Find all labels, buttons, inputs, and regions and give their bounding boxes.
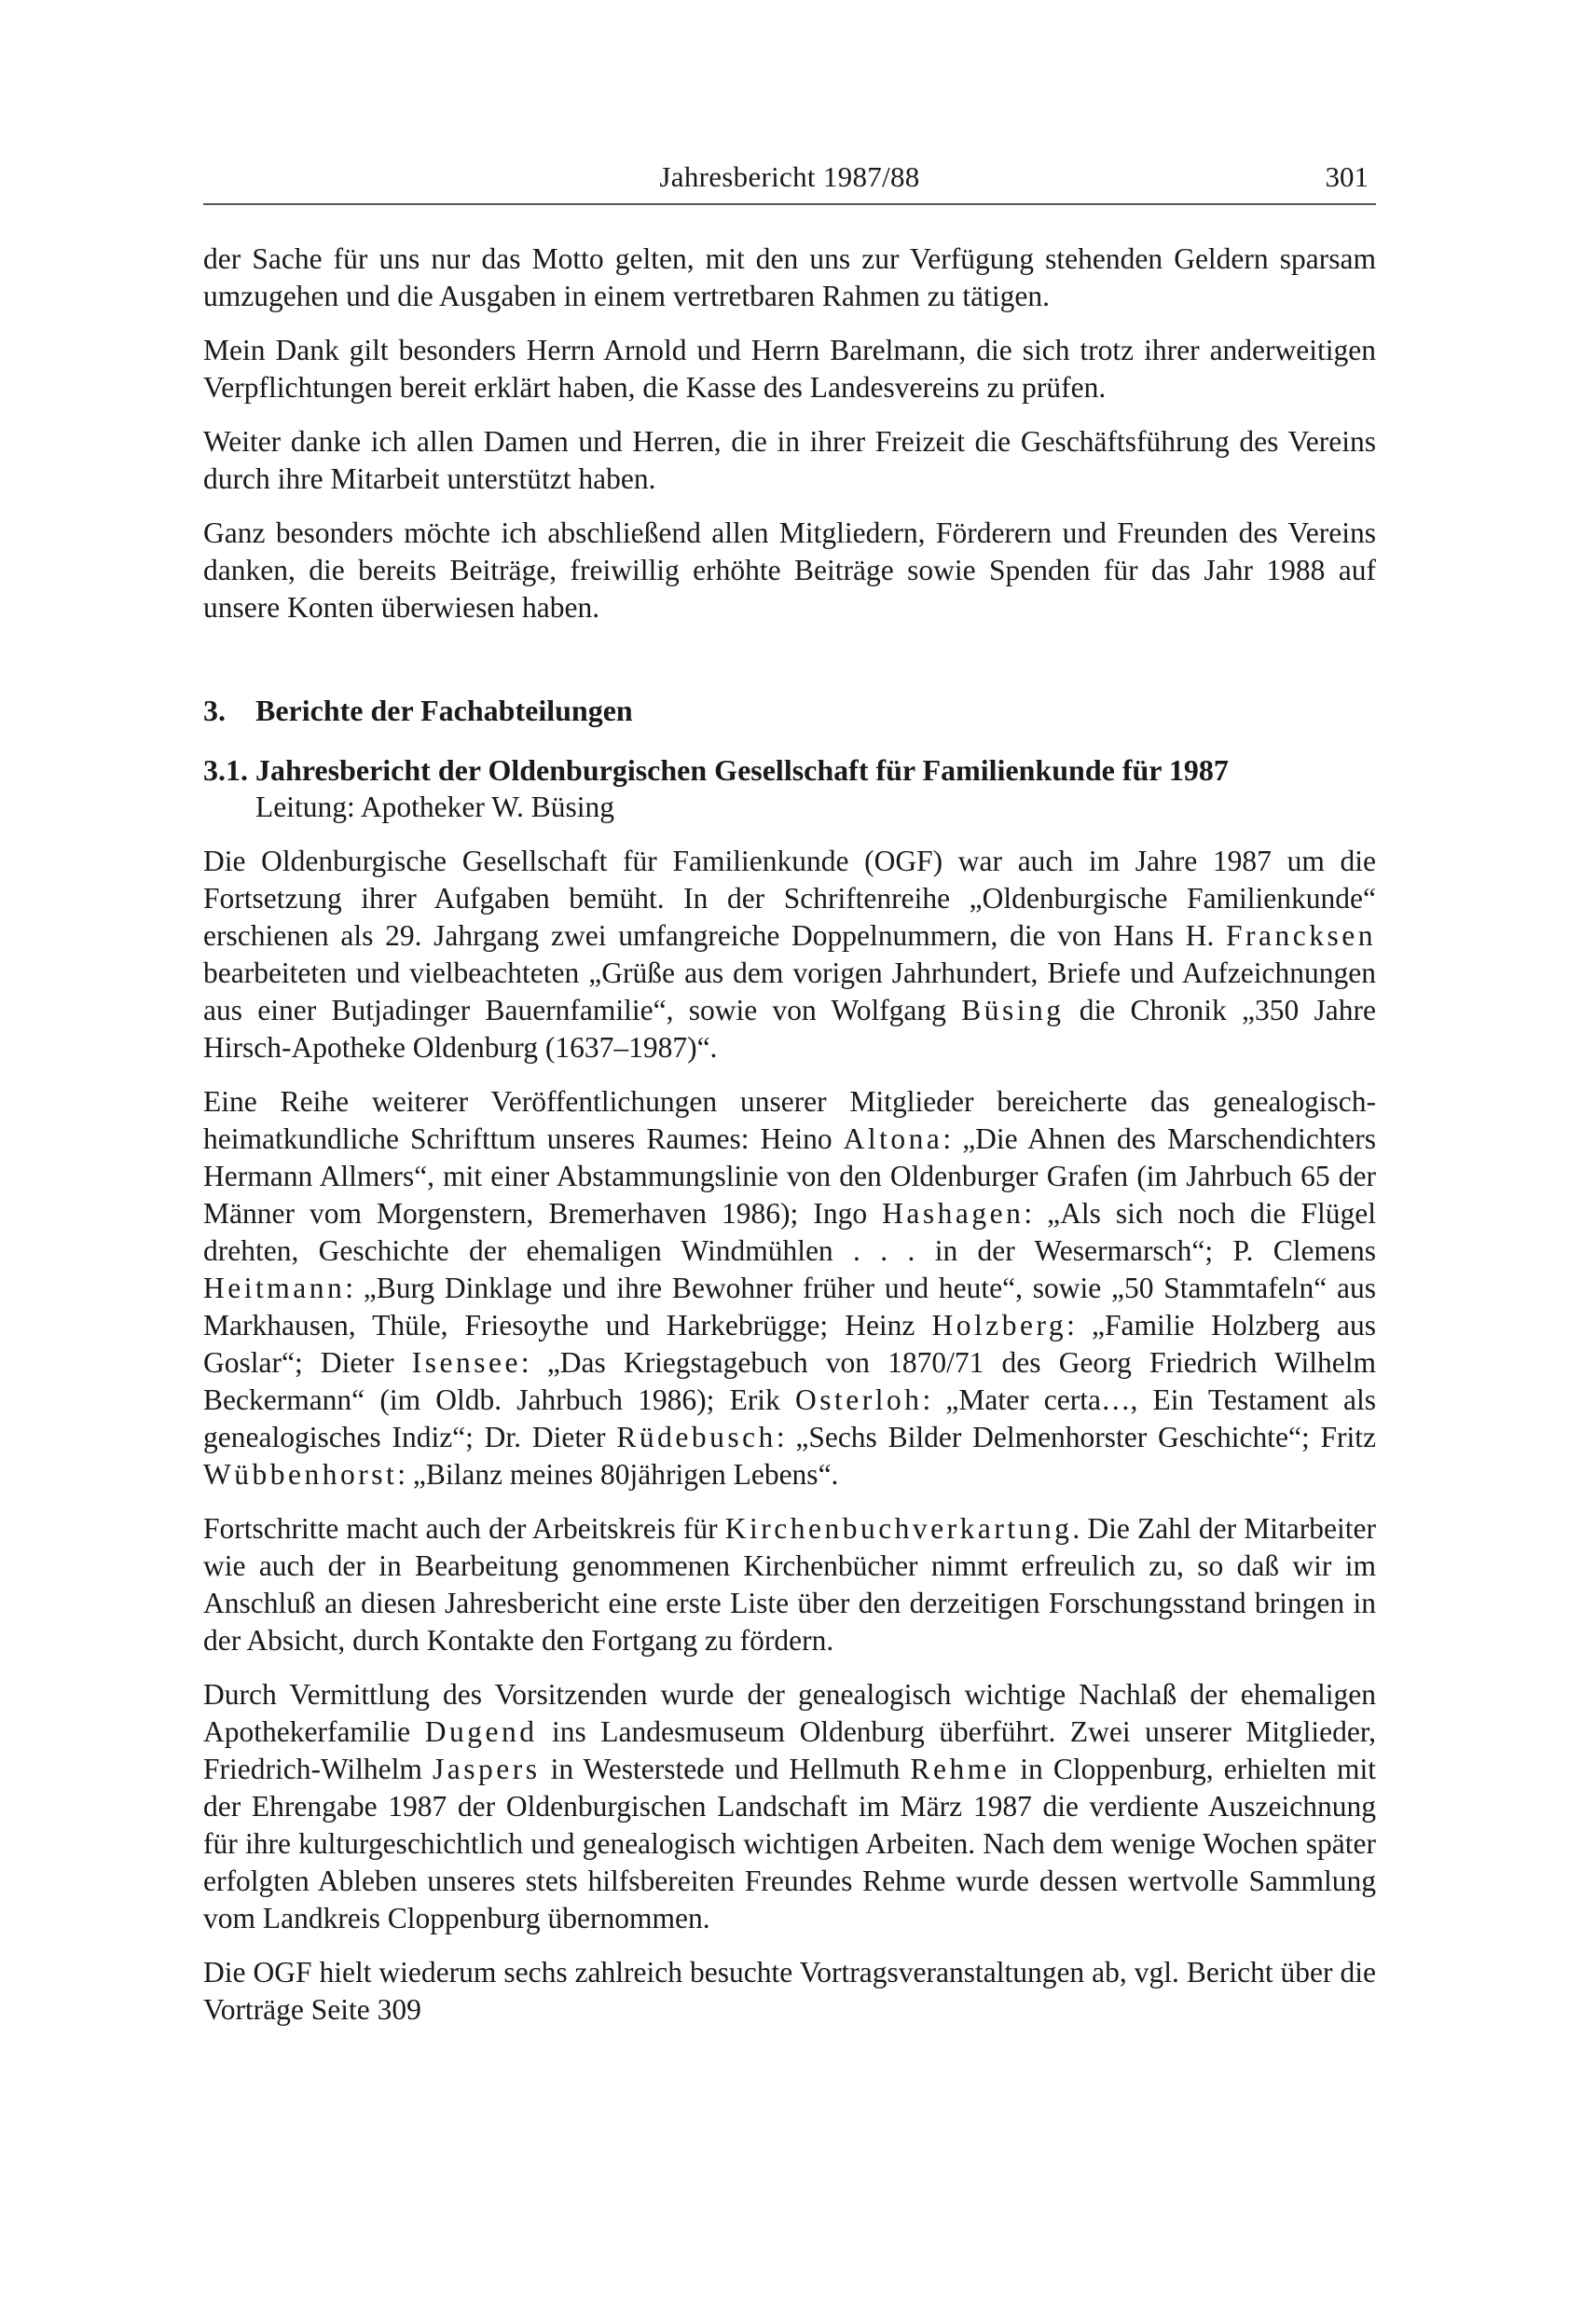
text-run: : „Bilanz meines 80jährigen Lebens“. [397,1458,839,1491]
person-name: Rüdebusch [616,1421,777,1453]
running-title: Jahresbericht 1987/88 [659,160,920,193]
person-name: Altona [843,1122,943,1155]
person-name: Jaspers [433,1753,541,1785]
person-name: Francksen [1226,919,1376,952]
text-run: : „Mater certa…, Ein Testament als genealogisches Indiz“; Dr. Dieter [203,1383,1376,1453]
section-heading-3 [203,692,1376,729]
text-run: : „Das Kriegstagebuch von 1870/71 des Georg Friedrich Wilhelm Beckermann“ (im Oldb. Jahrbuch 1986); Erik [203,1346,1376,1416]
person-name: Dugend [424,1715,538,1748]
paragraph-5 [203,843,1376,1067]
text-run: : „Burg Dinklage und ihre Bewohner früher und heute“, sowie „50 Stammtafeln“ aus Markhausen, Thüle, Friesoythe und Harkebrügge; Heinz [203,1272,1376,1342]
text-run: : „Sechs Bilder Delmenhorster Geschichte“; Fritz [776,1421,1376,1453]
running-header [203,157,1376,205]
text-run: Eine Reihe weiterer Veröffentlichungen unserer Mitglieder bereicherte das genealogisch-heimatkundliche Schrifttum unseres Raumes: Heino [203,1085,1376,1155]
paragraph-2: Mein Dank gilt besonders Herrn Arnold und Herrn Barelmann, die sich trotz ihrer anderweitigen Verpflichtungen bereit erklärt haben, die Kasse des Landesvereins zu prüfen. [203,334,1376,404]
person-name: Holzberg [931,1309,1067,1342]
person-name: Büsing [961,994,1065,1026]
person-name: Isensee [411,1346,521,1379]
person-name: Heitmann [203,1272,346,1304]
text-run: . Die Zahl der Mitarbeiter wie auch der in Bearbeitung genommenen Kirchenbücher nimmt erfreulich zu, so daß wir im Anschluß an diesen Jahresbericht eine erste Liste über den derzeitigen Forschungsstand bringen in der Absicht, durch Kontakte den Fortgang zu fördern. [203,1512,1376,1657]
text-run: ins Landesmuseum Oldenburg überführt. Zwei unserer Mitglieder, Friedrich-Wilhelm [203,1715,1376,1785]
body-text [203,241,1376,2045]
text-run: : „Familie Holzberg aus Goslar“; Dieter [203,1309,1376,1379]
leitung-line: Leitung: Apotheker W. Büsing [255,791,614,823]
text-run: : „Die Ahnen des Marschendichters Hermann Allmers“, mit einer Abstammungslinie von den Oldenburger Grafen (im Jahrbuch 65 der Männer vom Morgenstern, Bremerhaven 1986); Ingo [203,1122,1376,1230]
paragraph-4: Ganz besonders möchte ich abschließend allen Mitgliedern, Förderern und Freunden des Vereins danken, die bereits Beiträge, freiwillig erhöhte Beiträge sowie Spenden für das Jahr 1988 auf unsere Konten überwiesen haben. [203,516,1376,624]
section-heading-3-1 [203,751,1376,789]
subsection-title: Jahresbericht der Oldenburgischen Gesellschaft für Familienkunde für 1987 [255,753,1229,787]
person-name: Rehme [910,1753,1011,1785]
text-run: Die Oldenburgische Gesellschaft für Familienkunde (OGF) war auch im Jahre 1987 um die Fortsetzung ihrer Aufgaben bemüht. In der Schriftenreihe „Oldenburgische Familienkunde“ erschienen als 29. Jahrgang zwei umfangreiche Doppelnummern, die von Hans H. [203,845,1376,952]
paragraph-7 [203,1510,1376,1659]
paragraph-9: Die OGF hielt wiederum sechs zahlreich besuchte Vortragsveranstaltungen ab, vgl. Bericht über die Vorträge Seite 309 [203,1956,1376,2026]
text-run: : „Als sich noch die Flügel drehten, Geschichte der ehemaligen Windmühlen . . . in der Wesermarsch“; P. Clemens [203,1197,1376,1267]
paragraph-3: Weiter danke ich allen Damen und Herren, die in ihrer Freizeit die Geschäftsführung des Vereins durch ihre Mitarbeit unterstützt haben. [203,425,1376,495]
person-name: Osterloh [794,1383,923,1416]
page-number: 301 [1325,160,1369,193]
emphasized-term: Kirchenbuchverkartung [724,1512,1073,1545]
section-title: Berichte der Fachabteilungen [255,694,633,727]
person-name: Wübbenhorst [203,1458,398,1491]
subsection-number: 3.1. [203,753,248,787]
section-number: 3. [203,694,226,727]
text-run: bearbeiteten und vielbeachteten „Grüße aus dem vorigen Jahrhundert, Briefe und Aufzeichnungen aus einer Butjadinger Bauernfamilie“, sowie von Wolfgang [203,956,1376,1026]
paragraph-6 [203,1083,1376,1493]
text-run: in Cloppenburg, erhielten mit der Ehrengabe 1987 der Oldenburgischen Landschaft im März 1987 die verdiente Auszeichnung für ihre kulturgeschichtlich und genealogisch wichtigen Arbeiten. Nach dem wenige Wochen später erfolgten Ableben unseres stets hilfsbereiten Freundes Rehme wurde dessen wertvolle Sammlung vom Landkreis Cloppenburg übernommen. [203,1753,1376,1934]
paragraph-8 [203,1676,1376,1937]
text-run: Durch Vermittlung des Vorsitzenden wurde der genealogisch wichtige Nachlaß der ehemaligen Apothekerfamilie [203,1678,1376,1748]
text-run: Fortschritte macht auch der Arbeitskreis für [203,1512,725,1545]
text-run: die Chronik „350 Jahre Hirsch-Apotheke Oldenburg (1637–1987)“. [203,994,1376,1064]
paragraph-1: der Sache für uns nur das Motto gelten, mit den uns zur Verfügung stehenden Geldern sparsam umzugehen und die Ausgaben in einem vertretbaren Rahmen zu tätigen. [203,242,1376,312]
person-name: Hashagen [882,1197,1025,1230]
text-run: in Westerstede und Hellmuth [540,1753,911,1785]
